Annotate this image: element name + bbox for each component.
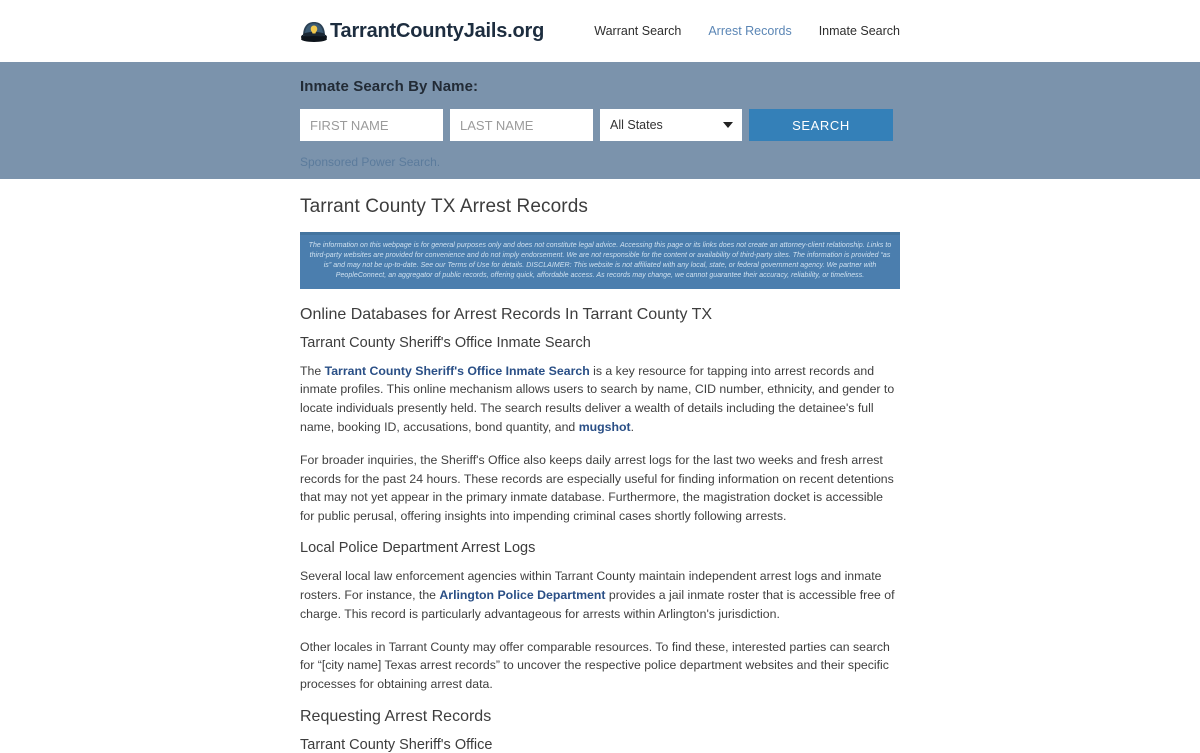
para1-text-1: The [300, 363, 325, 378]
site-header [0, 0, 1200, 62]
subsection-sheriff-office-heading: Tarrant County Sheriff's Office [300, 736, 493, 753]
link-sheriff-office-inmate-search[interactable]: Tarrant County Sheriff's Office Inmate Search [324, 363, 590, 378]
subsection-local-police-heading: Local Police Department Arrest Logs [300, 540, 536, 557]
state-select[interactable] [600, 109, 742, 141]
hero-inner [300, 78, 900, 171]
paragraph-local-agencies [300, 567, 900, 623]
link-arlington-police-department[interactable]: Arlington Police Department [439, 587, 606, 602]
para3-text-1: Several local law enforcement agencies within Tarrant County maintain independent arrest logs and inmate rosters. For instance, the [300, 569, 882, 602]
state-select-wrapper [600, 109, 742, 141]
last-name-input[interactable] [450, 109, 593, 141]
inmate-search-form [300, 109, 900, 141]
para3-text-2: provides a jail inmate roster that is accessible free of charge. This record is particularly advantageous for arrests within Arlington's jurisdiction. [300, 587, 895, 621]
nav-item-inmate-search[interactable]: Inmate Search [818, 24, 900, 38]
para1-text-3: . [630, 420, 635, 434]
brand-name: TarrantCountyJails.org [330, 19, 545, 42]
main-navigation [594, 24, 900, 38]
legal-disclaimer-box: The information on this webpage is for general purposes only and does not constitute legal advice. Accessing this page or its links does not create an attorney-client relationship. Links to third-party websites are provided for convenience and do not imply endorsement. We are not responsible for the content or availability of third-party sites. The information is provided “as is” and may not be up-to-date. See our Terms of Use for details. DISCLAIMER: This website is not affiliated with any local, state, or federal government agency. We partner with PeopleConnect, an aggregator of public records, offering quick, affordable access. As records may change, we cannot guarantee their accuracy, reliability, or timeliness. [300, 232, 900, 289]
link-mugshot[interactable]: mugshot [578, 420, 631, 434]
hero-title: Inmate Search By Name: [300, 78, 479, 95]
paragraph-other-locales: Other locales in Tarrant County may offer comparable resources. To find these, interested parties can search for “[city name] Texas arrest records” to uncover the respective police department websites and their specific processes for obtaining arrest data. [300, 639, 890, 692]
first-name-input[interactable] [300, 109, 443, 141]
section-online-databases-heading: Online Databases for Arrest Records In Tarrant County TX [300, 305, 713, 323]
subsection-sheriff-inmate-search-heading: Tarrant County Sheriff's Office Inmate Search [300, 334, 591, 351]
search-button[interactable]: SEARCH [749, 109, 893, 141]
main-content [300, 179, 900, 753]
header-inner [300, 0, 900, 62]
page-title: Tarrant County TX Arrest Records [300, 196, 588, 217]
nav-item-arrest-records[interactable]: Arrest Records [708, 24, 792, 38]
inmate-search-hero [0, 62, 1200, 179]
para1-text-2: is a key resource for tapping into arrest records and inmate profiles. This online mechanism allows users to search by name, CID number, ethnicity, and gender to locate individuals presently held. The search results deliver a wealth of details including the detainee's full name, booking ID, accusations, bond quantity, and [300, 363, 895, 434]
paragraph-broader-inquiries: For broader inquiries, the Sheriff's Office also keeps daily arrest logs for the last two weeks and fresh arrest records for the past 24 hours. These records are especially useful for finding information on recent detentions that may not yet appear in the primary inmate database. Furthermore, the magistration docket is accessible for public perusal, offering insights into impending criminal cases shortly following arrests. [300, 452, 894, 524]
police-cap-icon [300, 19, 328, 43]
brand-logo-link[interactable] [300, 19, 544, 43]
sponsored-power-search-link[interactable]: Sponsored Power Search. [300, 155, 441, 169]
paragraph-sheriff-inmate-search [300, 362, 900, 437]
section-requesting-records-heading: Requesting Arrest Records [300, 707, 492, 725]
nav-item-warrant-search[interactable]: Warrant Search [594, 24, 682, 38]
